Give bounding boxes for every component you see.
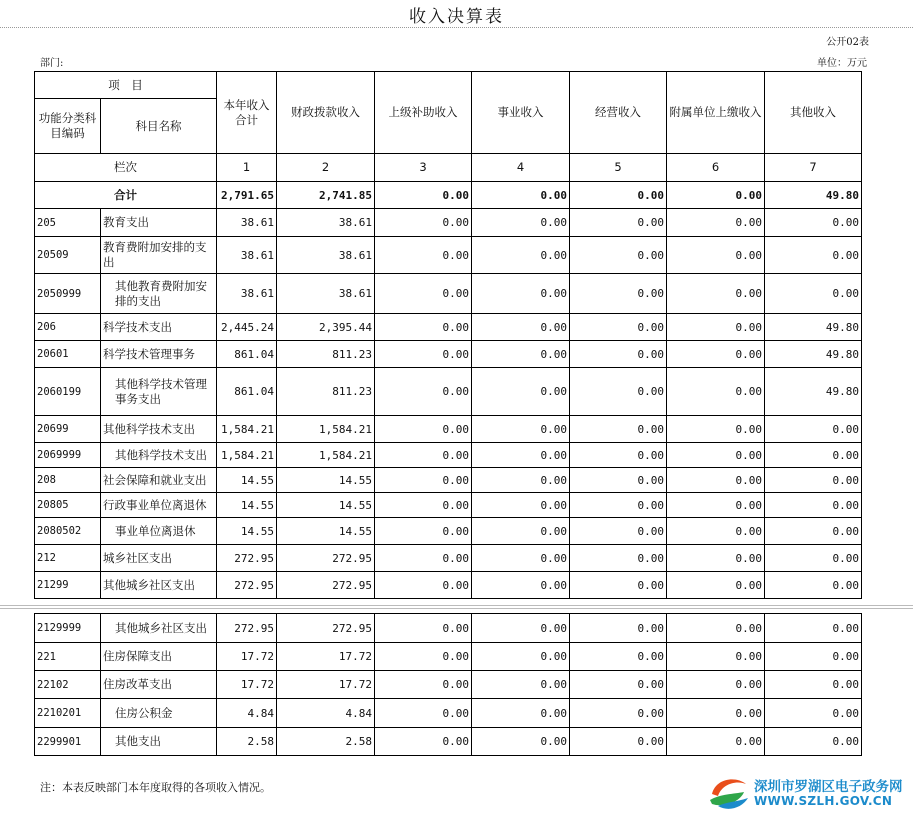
amount-cell: 0.00 (375, 209, 472, 237)
table-row (35, 274, 862, 314)
subject-code: 205 (35, 209, 101, 237)
column-number: 7 (765, 154, 862, 182)
amount-cell: 0.00 (570, 416, 667, 443)
total-value: 0.00 (375, 182, 472, 209)
subject-code: 22102 (35, 671, 101, 699)
amount-cell: 0.00 (667, 614, 765, 643)
amount-cell: 0.00 (472, 671, 570, 699)
amount-cell: 0.00 (570, 468, 667, 493)
amount-cell: 4.84 (277, 699, 375, 728)
amount-cell: 0.00 (472, 209, 570, 237)
amount-cell: 0.00 (472, 443, 570, 468)
amount-cell: 0.00 (375, 545, 472, 572)
amount-cell: 0.00 (375, 728, 472, 756)
total-value: 2,791.65 (217, 182, 277, 209)
table-row (35, 314, 862, 341)
amount-cell: 14.55 (217, 493, 277, 518)
amount-cell: 0.00 (667, 314, 765, 341)
amount-cell: 0.00 (667, 572, 765, 599)
subject-code: 20509 (35, 237, 101, 274)
amount-cell: 2.58 (277, 728, 375, 756)
amount-cell: 861.04 (217, 341, 277, 368)
amount-cell: 0.00 (667, 493, 765, 518)
subject-name: 城乡社区支出 (101, 545, 217, 572)
table-row (35, 518, 862, 545)
amount-cell: 0.00 (765, 614, 862, 643)
amount-cell: 17.72 (277, 671, 375, 699)
amount-cell: 38.61 (217, 274, 277, 314)
amount-cell: 811.23 (277, 368, 375, 416)
amount-cell: 0.00 (765, 728, 862, 756)
column-number: 5 (570, 154, 667, 182)
table-row (35, 468, 862, 493)
column-number: 4 (472, 154, 570, 182)
amount-cell: 0.00 (667, 368, 765, 416)
amount-cell: 38.61 (217, 237, 277, 274)
amount-cell: 0.00 (570, 518, 667, 545)
amount-cell: 0.00 (375, 468, 472, 493)
amount-cell: 2,445.24 (217, 314, 277, 341)
amount-cell: 0.00 (570, 237, 667, 274)
amount-cell: 0.00 (765, 274, 862, 314)
amount-cell: 14.55 (217, 468, 277, 493)
amount-cell: 0.00 (667, 518, 765, 545)
table-row (35, 699, 862, 728)
table-row (35, 416, 862, 443)
amount-cell: 0.00 (472, 468, 570, 493)
subject-name: 住房保障支出 (101, 643, 217, 671)
table-row (35, 545, 862, 572)
amount-cell: 0.00 (765, 699, 862, 728)
watermark-name: 深圳市罗湖区电子政务网 (754, 779, 903, 795)
subject-code: 2050999 (35, 274, 101, 314)
table-row (35, 728, 862, 756)
page-break-line (0, 608, 913, 609)
col-header-1: 本年收入合计 (217, 72, 277, 154)
amount-cell: 0.00 (765, 572, 862, 599)
amount-cell: 0.00 (667, 341, 765, 368)
amount-cell: 0.00 (667, 443, 765, 468)
table-row (35, 443, 862, 468)
table-row (35, 368, 862, 416)
subject-code: 2069999 (35, 443, 101, 468)
szlh-logo-icon (706, 772, 752, 812)
total-value: 2,741.85 (277, 182, 375, 209)
amount-cell: 0.00 (472, 728, 570, 756)
amount-cell: 14.55 (277, 468, 375, 493)
unit-label: 单位：万元 (817, 58, 867, 69)
subject-name: 教育费附加安排的支出 (101, 237, 217, 274)
subject-code: 20699 (35, 416, 101, 443)
amount-cell: 0.00 (667, 416, 765, 443)
amount-cell: 38.61 (277, 237, 375, 274)
amount-cell: 1,584.21 (217, 416, 277, 443)
amount-cell: 0.00 (375, 237, 472, 274)
amount-cell: 0.00 (472, 614, 570, 643)
amount-cell: 0.00 (765, 643, 862, 671)
total-value: 0.00 (570, 182, 667, 209)
subject-name: 其他教育费附加安排的支出 (101, 274, 217, 314)
amount-cell: 0.00 (570, 368, 667, 416)
amount-cell: 0.00 (570, 699, 667, 728)
amount-cell: 0.00 (375, 572, 472, 599)
amount-cell: 1,584.21 (217, 443, 277, 468)
amount-cell: 0.00 (570, 274, 667, 314)
subject-code: 21299 (35, 572, 101, 599)
amount-cell: 0.00 (570, 443, 667, 468)
page-title: 收入决算表 (409, 7, 504, 27)
amount-cell: 0.00 (472, 416, 570, 443)
amount-cell: 0.00 (472, 368, 570, 416)
table-row (35, 237, 862, 274)
amount-cell: 38.61 (277, 209, 375, 237)
table-row (35, 341, 862, 368)
total-value: 0.00 (667, 182, 765, 209)
amount-cell: 0.00 (375, 643, 472, 671)
amount-cell: 0.00 (375, 699, 472, 728)
subject-code: 212 (35, 545, 101, 572)
amount-cell: 17.72 (217, 671, 277, 699)
amount-cell: 272.95 (277, 614, 375, 643)
amount-cell: 0.00 (570, 493, 667, 518)
table-note: 注：本表反映部门本年度取得的各项收入情况。 (40, 781, 271, 794)
subject-name: 其他城乡社区支出 (101, 614, 217, 643)
amount-cell: 38.61 (217, 209, 277, 237)
amount-cell: 17.72 (217, 643, 277, 671)
total-label: 合计 (35, 182, 217, 209)
amount-cell: 0.00 (472, 699, 570, 728)
amount-cell: 0.00 (375, 368, 472, 416)
item-group-header: 项 目 (35, 72, 217, 99)
amount-cell: 0.00 (472, 572, 570, 599)
table-row (35, 572, 862, 599)
amount-cell: 0.00 (375, 416, 472, 443)
amount-cell: 1,584.21 (277, 443, 375, 468)
subject-name: 教育支出 (101, 209, 217, 237)
amount-cell: 0.00 (375, 341, 472, 368)
dept-label: 部门: (40, 58, 64, 69)
page-break-line (0, 605, 913, 606)
subject-name: 其他科学技术支出 (101, 443, 217, 468)
amount-cell: 0.00 (570, 643, 667, 671)
amount-cell: 272.95 (277, 572, 375, 599)
table-row (35, 643, 862, 671)
subject-name: 社会保障和就业支出 (101, 468, 217, 493)
col-header-7: 其他收入 (765, 72, 862, 154)
amount-cell: 272.95 (217, 545, 277, 572)
total-row (35, 182, 862, 209)
amount-cell: 0.00 (375, 614, 472, 643)
amount-cell: 0.00 (765, 545, 862, 572)
amount-cell: 0.00 (667, 237, 765, 274)
col-header-6: 附属单位上缴收入 (667, 72, 765, 154)
amount-cell: 49.80 (765, 368, 862, 416)
form-number: 公开02表 (826, 37, 869, 48)
amount-cell: 0.00 (472, 493, 570, 518)
amount-cell: 14.55 (217, 518, 277, 545)
amount-cell: 0.00 (667, 643, 765, 671)
col-header-3: 上级补助收入 (375, 72, 472, 154)
amount-cell: 0.00 (765, 468, 862, 493)
amount-cell: 0.00 (375, 274, 472, 314)
amount-cell: 1,584.21 (277, 416, 375, 443)
subject-code: 208 (35, 468, 101, 493)
amount-cell: 0.00 (667, 545, 765, 572)
amount-cell: 14.55 (277, 518, 375, 545)
amount-cell: 0.00 (375, 443, 472, 468)
col-header-2: 财政拨款收入 (277, 72, 375, 154)
subject-name: 其他支出 (101, 728, 217, 756)
amount-cell: 0.00 (375, 493, 472, 518)
subject-name: 其他科学技术支出 (101, 416, 217, 443)
amount-cell: 0.00 (765, 518, 862, 545)
subject-code: 2210201 (35, 699, 101, 728)
amount-cell: 0.00 (472, 518, 570, 545)
amount-cell: 0.00 (667, 671, 765, 699)
subject-name: 科学技术管理事务 (101, 341, 217, 368)
amount-cell: 0.00 (570, 545, 667, 572)
subject-name: 事业单位离退休 (101, 518, 217, 545)
table-row (35, 493, 862, 518)
amount-cell: 0.00 (472, 643, 570, 671)
amount-cell: 49.80 (765, 314, 862, 341)
amount-cell: 0.00 (570, 314, 667, 341)
table-row (35, 614, 862, 643)
total-value: 0.00 (472, 182, 570, 209)
amount-cell: 0.00 (570, 209, 667, 237)
amount-cell: 38.61 (277, 274, 375, 314)
subject-name: 行政事业单位离退休 (101, 493, 217, 518)
col-header-5: 经营收入 (570, 72, 667, 154)
amount-cell: 0.00 (472, 545, 570, 572)
amount-cell: 0.00 (667, 728, 765, 756)
col-header-4: 事业收入 (472, 72, 570, 154)
code-column-header: 功能分类科目编码 (35, 99, 101, 154)
amount-cell: 14.55 (277, 493, 375, 518)
subject-code: 20601 (35, 341, 101, 368)
amount-cell: 811.23 (277, 341, 375, 368)
amount-cell: 0.00 (667, 274, 765, 314)
amount-cell: 0.00 (375, 518, 472, 545)
subject-code: 2080502 (35, 518, 101, 545)
amount-cell: 0.00 (375, 314, 472, 341)
amount-cell: 0.00 (765, 671, 862, 699)
amount-cell: 0.00 (765, 237, 862, 274)
column-number: 1 (217, 154, 277, 182)
subject-code: 206 (35, 314, 101, 341)
amount-cell: 0.00 (472, 341, 570, 368)
subject-name: 科学技术支出 (101, 314, 217, 341)
amount-cell: 0.00 (667, 209, 765, 237)
subject-name: 其他科学技术管理事务支出 (101, 368, 217, 416)
column-number: 6 (667, 154, 765, 182)
amount-cell: 0.00 (765, 416, 862, 443)
amount-cell: 0.00 (472, 237, 570, 274)
name-column-header: 科目名称 (101, 99, 217, 154)
subject-name: 住房公积金 (101, 699, 217, 728)
subject-code: 2060199 (35, 368, 101, 416)
income-table-page2 (34, 613, 862, 756)
subject-code: 2129999 (35, 614, 101, 643)
amount-cell: 272.95 (277, 545, 375, 572)
amount-cell: 0.00 (765, 209, 862, 237)
subject-name: 住房改革支出 (101, 671, 217, 699)
table-row (35, 209, 862, 237)
column-number-label: 栏次 (35, 154, 217, 182)
amount-cell: 17.72 (277, 643, 375, 671)
amount-cell: 0.00 (667, 699, 765, 728)
subject-code: 221 (35, 643, 101, 671)
amount-cell: 0.00 (472, 274, 570, 314)
amount-cell: 4.84 (217, 699, 277, 728)
income-table-page1 (34, 71, 862, 599)
subject-name: 其他城乡社区支出 (101, 572, 217, 599)
column-number: 3 (375, 154, 472, 182)
column-number-row (35, 154, 862, 182)
amount-cell: 49.80 (765, 341, 862, 368)
amount-cell: 861.04 (217, 368, 277, 416)
subject-code: 20805 (35, 493, 101, 518)
amount-cell: 0.00 (667, 468, 765, 493)
amount-cell: 0.00 (570, 671, 667, 699)
header-row-group (35, 72, 862, 99)
subject-code: 2299901 (35, 728, 101, 756)
amount-cell: 0.00 (765, 443, 862, 468)
amount-cell: 0.00 (570, 572, 667, 599)
amount-cell: 272.95 (217, 614, 277, 643)
amount-cell: 2,395.44 (277, 314, 375, 341)
amount-cell: 0.00 (570, 728, 667, 756)
amount-cell: 0.00 (570, 614, 667, 643)
column-number: 2 (277, 154, 375, 182)
amount-cell: 0.00 (570, 341, 667, 368)
amount-cell: 0.00 (375, 671, 472, 699)
table-row (35, 671, 862, 699)
watermark-url: WWW.SZLH.GOV.CN (754, 794, 893, 808)
top-divider (0, 27, 913, 28)
amount-cell: 0.00 (472, 314, 570, 341)
amount-cell: 272.95 (217, 572, 277, 599)
total-value: 49.80 (765, 182, 862, 209)
amount-cell: 2.58 (217, 728, 277, 756)
amount-cell: 0.00 (765, 493, 862, 518)
